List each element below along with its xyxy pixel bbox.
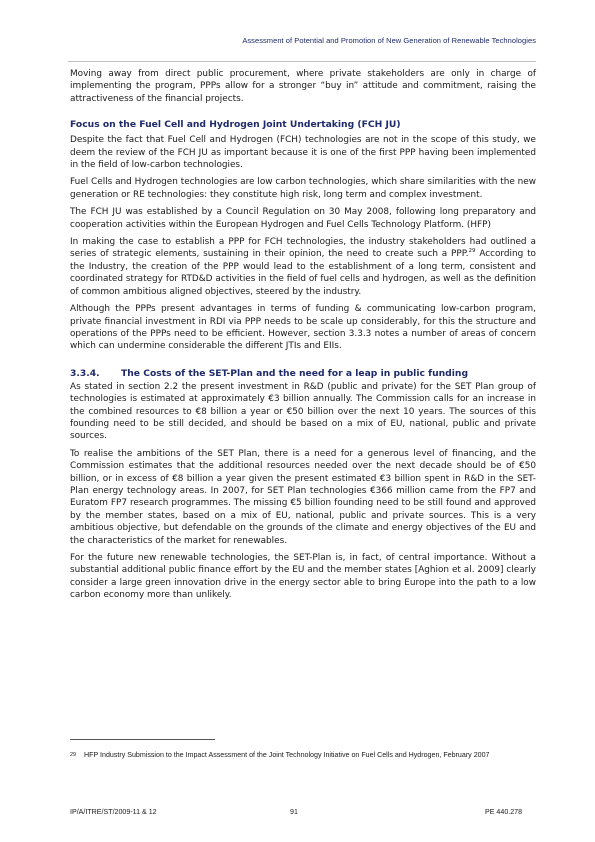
footnote-reference[interactable]: 29	[468, 248, 476, 255]
footnote	[70, 751, 536, 761]
paragraph-set-1: As stated in section 2.2 the present investment in R&D (public and private) for the SET Plan group of technologies is estimated at approximately €3 billion annually. The Commission calls for an increase in the combined resources to €8 billion a year or €50 billion over the next 10 years. The sources of this founding need to be still decided, and should be based on a mix of EU, national, public and private sources.	[70, 381, 536, 442]
running-header: Assessment of Potential and Promotion of New Generation of Renewable Technologies	[242, 36, 536, 45]
footnote-text: HFP Industry Submission to the Impact Assessment of the Joint Technology Initiative on Fuel Cells and Hydrogen, February 2007	[84, 751, 490, 759]
paragraph-set-3: For the future new renewable technologies, the SET-Plan is, in fact, of central importance. Without a substantial additional public finance effort by the EU and the member states [Aghion et al. 2009] clearly consider a large green innovation drive in the energy sector able to bring Europe into the path to a low carbon economy more than unlikely.	[70, 553, 536, 601]
section-number: 3.3.4.	[70, 367, 100, 379]
paragraph-fch-5: Although the PPPs present advantages in terms of funding & communicating low-carbon program, private financial investment in RDI via PPP needs to be scale up considerably, for this the structure and operations of the PPPs need to be efficient. However, section 3.3.3 notes a number of areas of concern which can undermine considerable the different JTIs and EIIs.	[70, 304, 536, 352]
paragraph-fch-1: Despite the fact that Fuel Cell and Hydrogen (FCH) technologies are not in the scope of this study, we deem the review of the FCH JU as important because it is one of the first PPP having been implemented in the field of low-carbon technologies.	[70, 135, 536, 171]
paragraph-intro: Moving away from direct public procurement, where private stakeholders are only in charge of implementing the program, PPPs allow for a stronger “buy in” attitude and commitment, raising the attractiveness of the financial projects.	[70, 69, 536, 104]
paragraph-fch-4-part-b: According to the Industry, the creation of the PPP would lead to the establishment of a long term, consistent and coordinated strategy for RTD&D activities in the field of fuel cells and hydrogen, as well as the definition of common ambitious aligned objectives, steered by the industry.	[70, 249, 536, 297]
footnote-number: 29	[70, 752, 77, 758]
footer-doc-id: IP/A/ITRE/ST/2009-11 & 12	[70, 808, 157, 816]
paragraph-fch-4	[70, 236, 536, 298]
paragraph-fch-2: Fuel Cells and Hydrogen technologies are low carbon technologies, which share similarities with the new generation or RE technologies: they constitute high risk, long term and complex investment.	[70, 177, 536, 200]
footnote-divider	[70, 739, 215, 740]
heading-fch-ju: Focus on the Fuel Cell and Hydrogen Joint Undertaking (FCH JU)	[70, 119, 401, 131]
section-title: The Costs of the SET-Plan and the need for a leap in public funding	[121, 367, 469, 379]
paragraph-set-2: To realise the ambitions of the SET Plan, there is a need for a generous level of financing, and the Commission estimates that the additional resources needed over the next decade should be of €50 billion, or in excess of €8 billion a year given the present estimated €3 billion spent in R&D in the SET-Plan energy technology areas. In 2007, for SET Plan technologies €366 million came from the FP7 and Euratom FP7 research programmes. The missing €5 billion founding need to be still found and approved by the member states, based on a mix of EU, national, public and private sources. This is a very ambitious objective, but defendable on the grounds of the climate and energy objectives of the EU and the characteristics of the market for renewables.	[70, 448, 536, 546]
footer-page-number: 91	[290, 808, 298, 816]
header-divider	[68, 61, 536, 62]
paragraph-fch-4-part-a: In making the case to establish a PPP for FCH technologies, the industry stakeholders had outlined a series of strategic elements, sustaining in their opinion, the need to create such a PPP.	[70, 237, 536, 260]
page-body	[70, 68, 536, 602]
footer-pe-number: PE 440.278	[485, 808, 523, 816]
paragraph-fch-3: The FCH JU was established by a Council Regulation on 30 May 2008, following long preparatory and cooperation activities within the European Hydrogen and Fuel Cells Technology Platform. (HFP)	[70, 207, 536, 230]
section-heading-3-3-4	[70, 367, 536, 380]
